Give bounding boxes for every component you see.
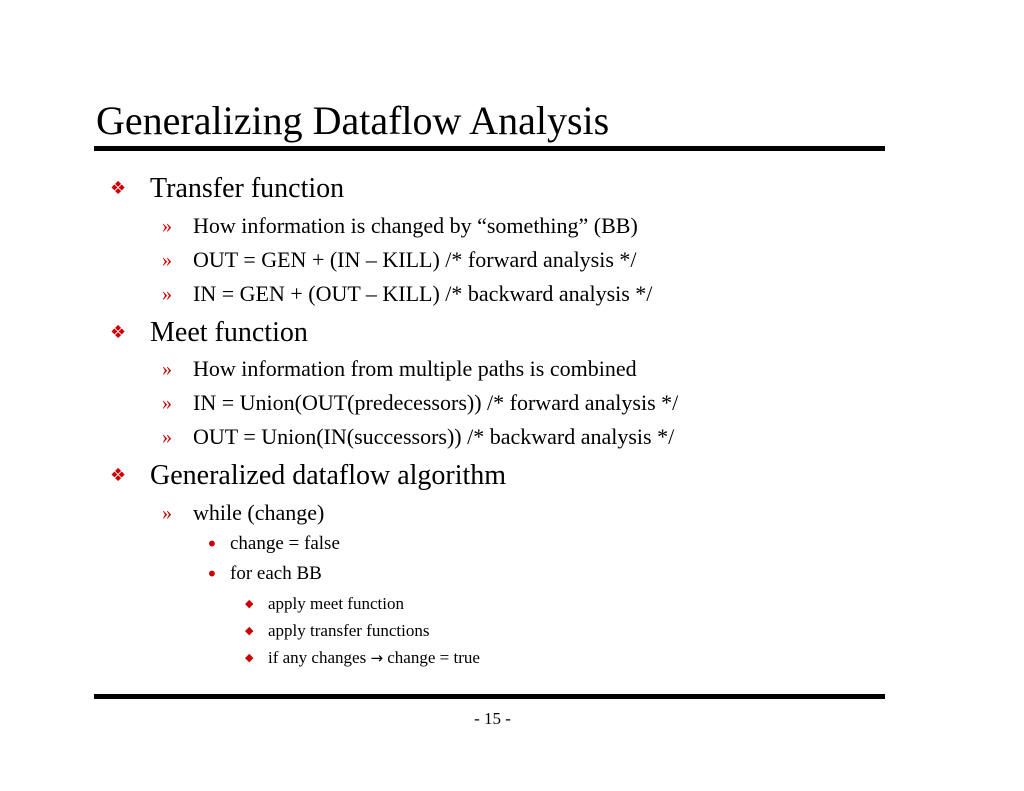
sub-bullet: IN = GEN + (OUT – KILL) /* backward analysis */ — [193, 281, 653, 306]
dot-bullet-icon: • — [206, 532, 218, 556]
sub-bullet: OUT = GEN + (IN – KILL) /* forward analysis */ — [193, 247, 637, 272]
diamond-bullet-icon: ◆ — [245, 651, 254, 664]
level4-bullet: apply transfer functions — [268, 621, 430, 640]
right-arrow-icon: → — [370, 649, 384, 667]
chevron-bullet-icon: » — [162, 249, 172, 271]
title-rule — [94, 146, 885, 151]
level4-bullet — [268, 648, 480, 668]
sub-bullet: while (change) — [193, 500, 325, 525]
chevron-bullet-icon: » — [162, 502, 172, 524]
diamond-bullet-icon: ◆ — [245, 597, 254, 610]
bullet-transfer-function: Transfer function — [150, 173, 345, 204]
level4-bullet-text: if any changes — [268, 648, 367, 667]
dot-bullet-icon: • — [206, 562, 218, 586]
page-number: - 15 - — [474, 709, 511, 728]
chevron-bullet-icon: » — [162, 392, 172, 414]
chevron-bullet-icon: » — [162, 426, 172, 448]
sub-bullet: How information is changed by “something” (BB) — [193, 213, 638, 238]
sub-bullet: OUT = Union(IN(successors)) /* backward analysis */ — [193, 424, 675, 449]
footer-rule — [94, 694, 885, 699]
level4-bullet-text: change = true — [387, 648, 480, 667]
diamond-flower-bullet-icon: ❖ — [110, 322, 127, 343]
sub-sub-bullet: for each BB — [230, 563, 322, 584]
chevron-bullet-icon: » — [162, 283, 172, 305]
diamond-bullet-icon: ◆ — [245, 624, 254, 637]
bullet-meet-function: Meet function — [150, 317, 308, 348]
diamond-flower-bullet-icon: ❖ — [110, 178, 127, 199]
diamond-flower-bullet-icon: ❖ — [110, 465, 127, 486]
level4-bullet: apply meet function — [268, 594, 404, 613]
sub-bullet: How information from multiple paths is combined — [193, 356, 637, 381]
sub-sub-bullet: change = false — [230, 533, 340, 554]
chevron-bullet-icon: » — [162, 358, 172, 380]
sub-bullet: IN = Union(OUT(predecessors)) /* forward analysis */ — [193, 390, 679, 415]
slide-title: Generalizing Dataflow Analysis — [96, 98, 610, 143]
bullet-generalized-algorithm: Generalized dataflow algorithm — [150, 460, 507, 491]
chevron-bullet-icon: » — [162, 215, 172, 237]
